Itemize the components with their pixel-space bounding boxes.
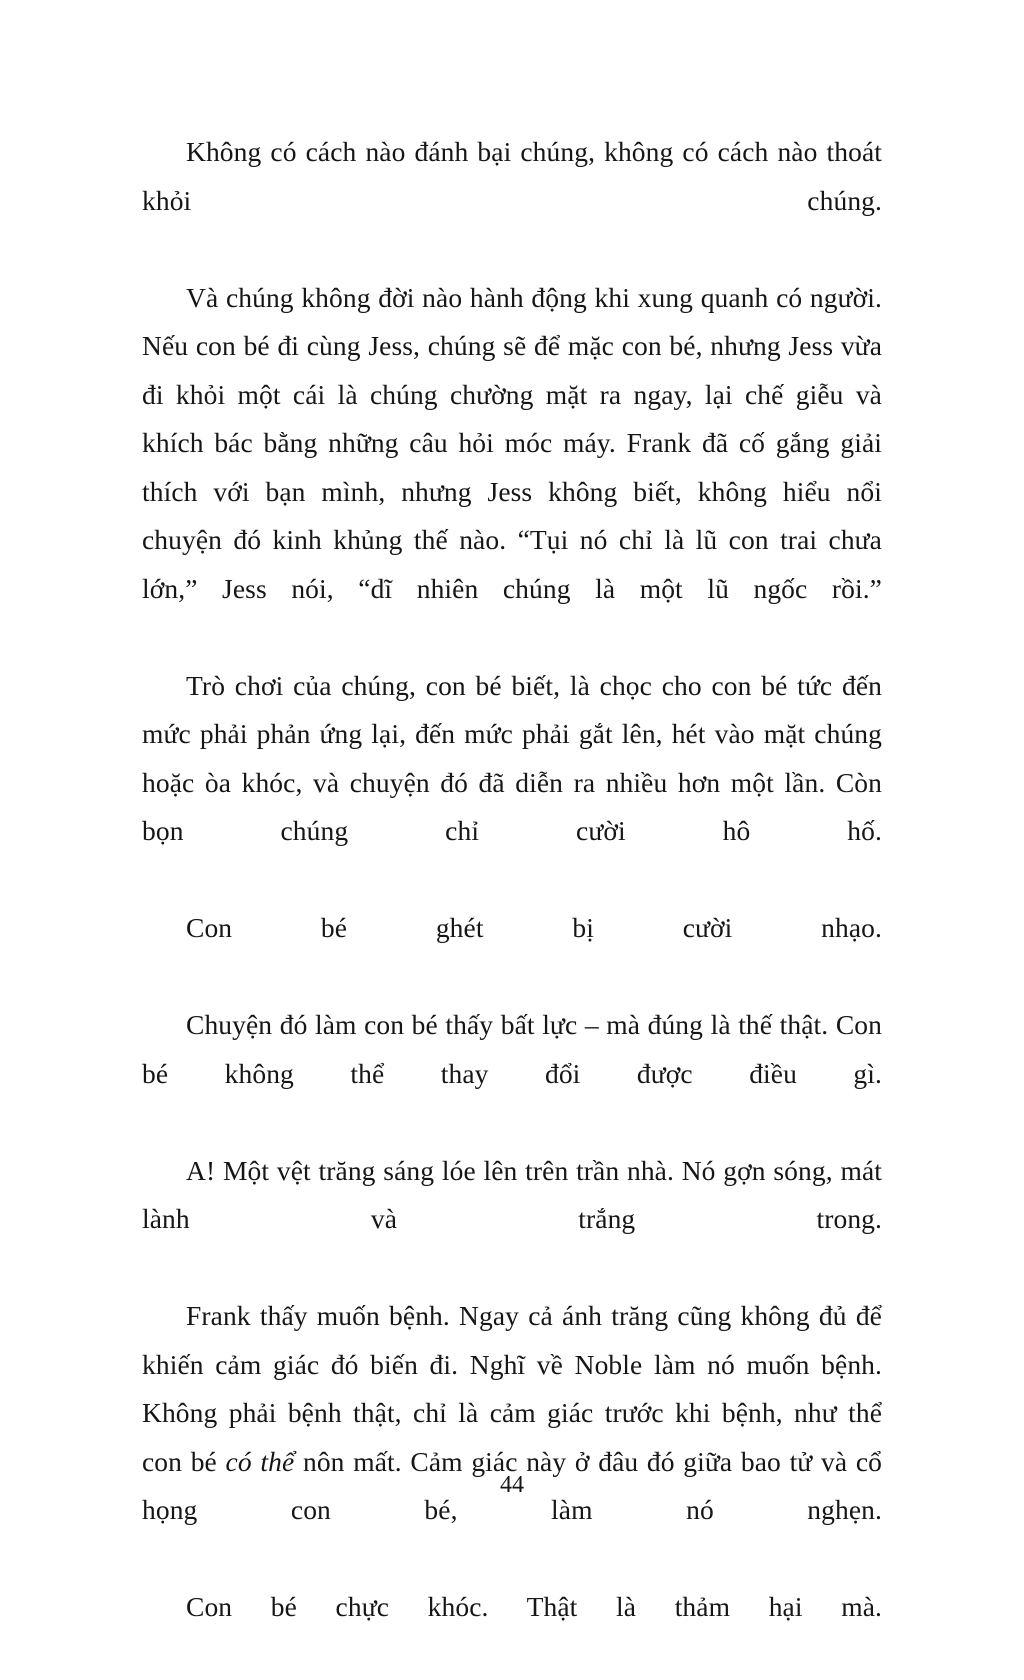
paragraph-2: Và chúng không đời nào hành động khi xung quanh có người. Nếu con bé đi cùng Jess, chúng sẽ để mặc con bé, nhưng Jess vừa đi khỏi một cái là chúng chường mặt ra ngay, lại chế giễu và khích bác bằng những câu hỏi móc máy. Frank đã cố gắng giải thích với bạn mình, nhưng Jess không biết, không hiểu nổi chuyện đó kinh khủng thế nào. “Tụi nó chỉ là lũ con trai chưa lớn,” Jess nói, “dĩ nhiên chúng là một lũ ngốc rồi.” [142, 281, 882, 604]
paragraph-6: A! Một vệt trăng sáng lóe lên trên trần nhà. Nó gợn sóng, mát lành và trắng trong. [142, 1154, 882, 1234]
paragraph-7-italic-phrase: có thể [225, 1445, 295, 1477]
page-number: 44 [500, 1472, 524, 1498]
paragraph-5: Chuyện đó làm con bé thấy bất lực – mà đúng là thế thật. Con bé không thể thay đổi được điều gì. [142, 1009, 882, 1089]
paragraph-7-before: Frank thấy muốn bệnh. Ngay cả ánh trăng cũng không đủ để khiến cảm giác đó biến đi. Nghĩ về Noble làm nó muốn bệnh. Không phải bệnh thật, chỉ là cảm giác trước khi bệnh, như thể con bé [142, 1300, 882, 1477]
paragraph-8: Con bé chực khóc. Thật là thảm hại mà. [186, 1591, 882, 1622]
paragraph-7-with-italic [142, 1292, 882, 1583]
paragraph-1: Không có cách nào đánh bại chúng, không có cách nào thoát khỏi chúng. [142, 136, 882, 216]
paragraph-4: Con bé ghét bị cười nhạo. [186, 912, 882, 943]
paragraph-7-after: nôn mất. Cảm giác này ở đâu đó giữa bao tử và cổ họng con bé, làm nó nghẹn. [142, 1445, 882, 1525]
body-text-column [142, 128, 882, 1680]
paragraph-3: Trò chơi của chúng, con bé biết, là chọc cho con bé tức đến mức phải phản ứng lại, đến mức phải gắt lên, hét vào mặt chúng hoặc òa khóc, và chuyện đó đã diễn ra nhiều hơn một lần. Còn bọn chúng chỉ cười hô hố. [142, 669, 882, 846]
